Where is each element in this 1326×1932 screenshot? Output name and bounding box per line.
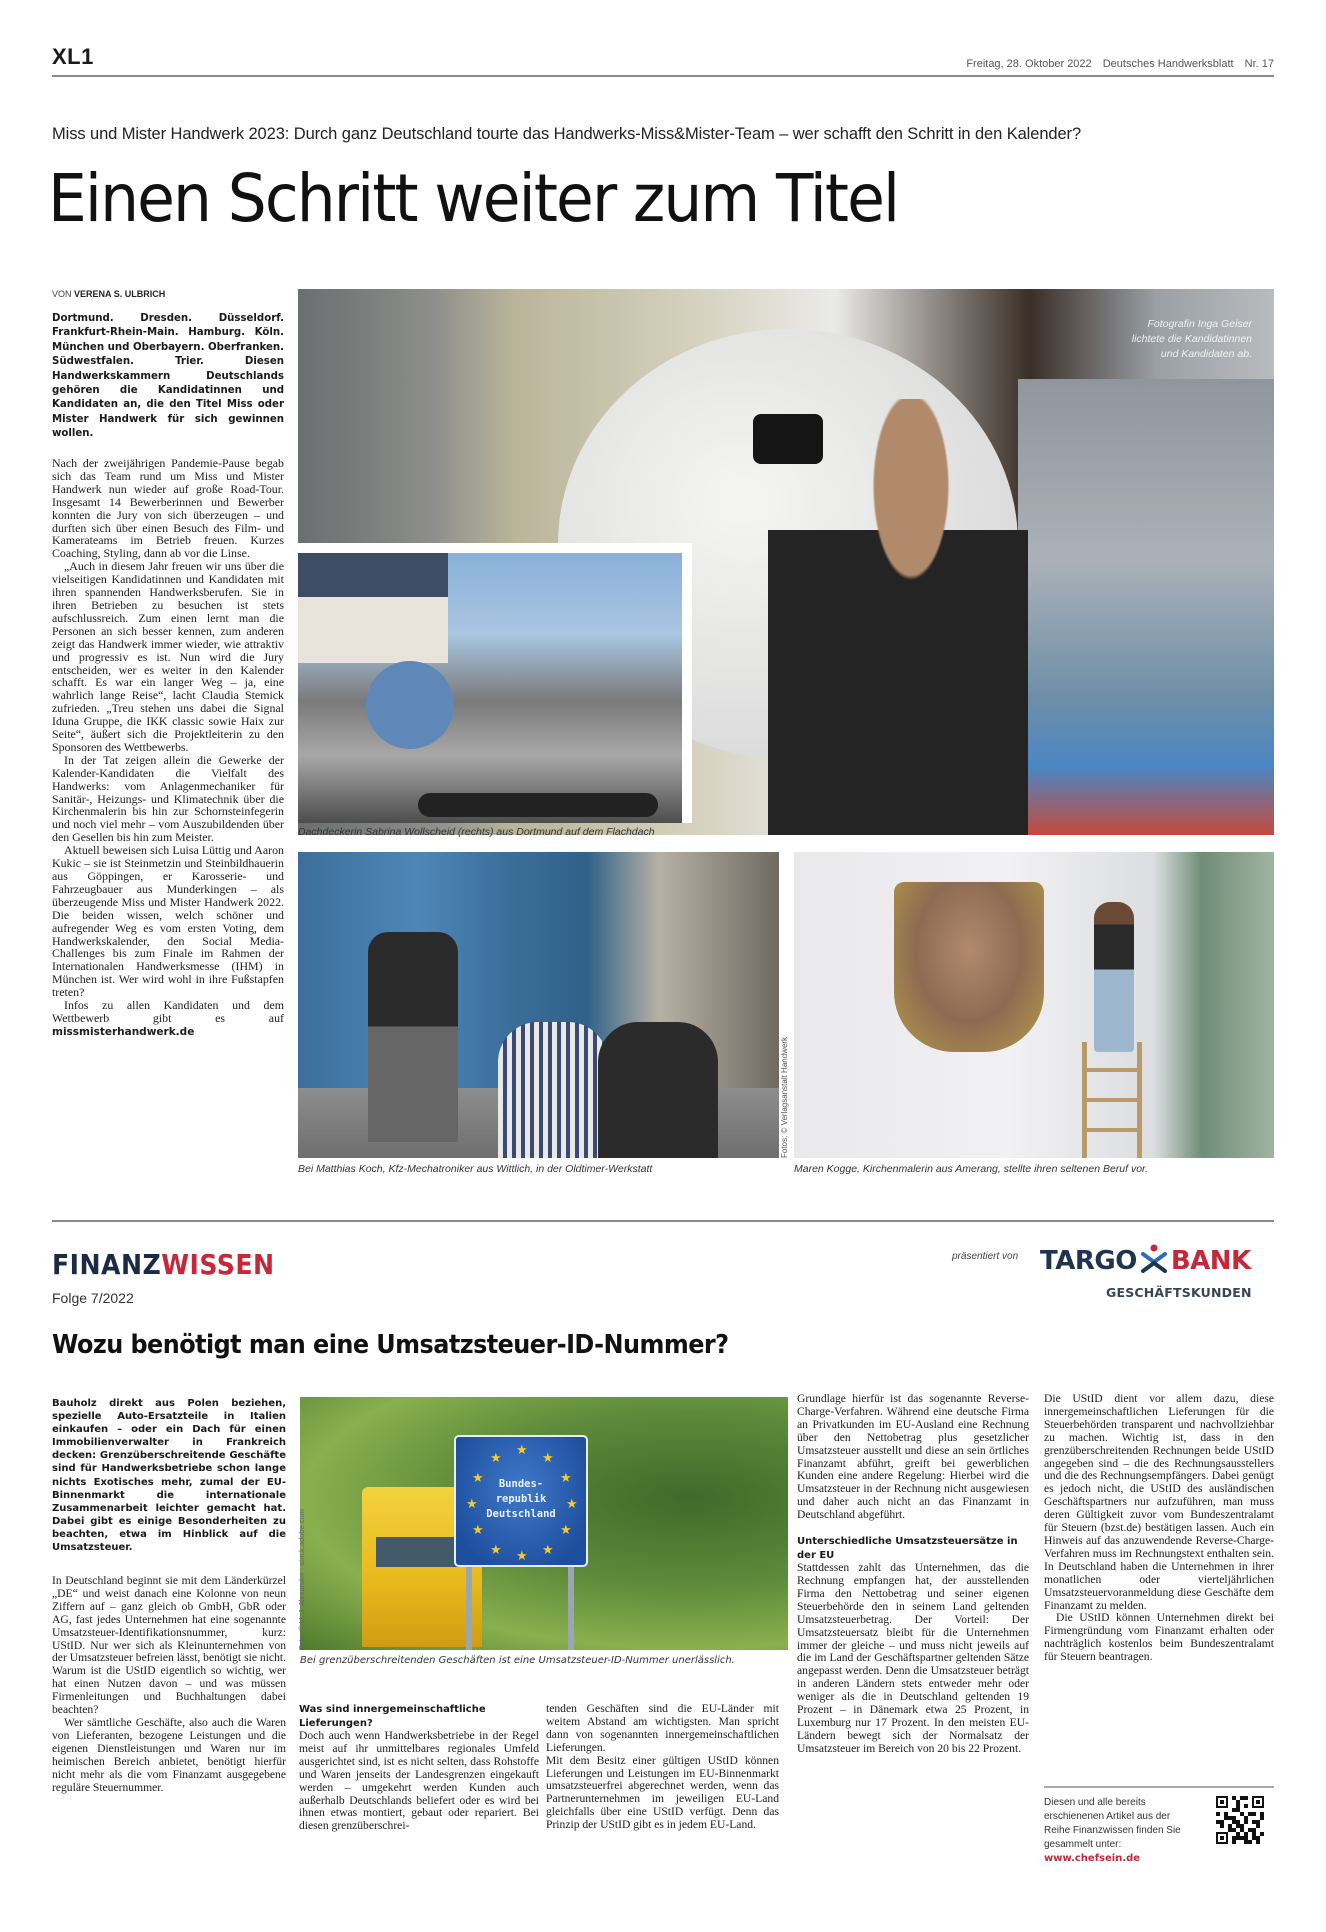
paragraph: Stattdessen zahlt das Unternehmen, das die Rechnung empfangen hat, der ausstellenden Firma den Nettobetrag und seiner eigenen Steuerbehörde den in seinem Land geltenden Umsatzsteuerbetrag. Der Vorteil: Der Umsatzsteuersatz bleibt für die Unternehmen immer der gleiche – und muss nicht jeweils auf die im Land der Geschäftspartner geltenden Sätze angepasst werden. Denn die Umsatzsteuer beträgt in anderen Ländern stets entweder mehr oder weniger als die in Deutschland geltenden 19 Prozent – in Dänemark etwa 25 Prozent, in Luxemburg nur 17 Prozent. In den meisten EU-Ländern bewegt sich der Normalsatz der Umsatzsteuer im Bereich von 20 bis 22 Prozent. (797, 1561, 1029, 1755)
article-headline: Einen Schritt weiter zum Titel (48, 160, 899, 237)
star-icon: ★ (560, 1470, 572, 1485)
roof-photo-caption: Dachdeckerin Sabrina Wollscheid (rechts) aus Dortmund auf dem Flachdach (298, 826, 655, 838)
star-icon: ★ (466, 1496, 478, 1511)
byline (52, 289, 165, 299)
article-closing: Infos zu allen Kandidaten und dem Wettbewerb gibt es auf missmisterhandwerk.de (52, 998, 284, 1038)
shelf-shape (1018, 379, 1274, 835)
finanzwissen-logo: FINANZWISSEN (52, 1248, 275, 1281)
finanzwissen-col4 (1044, 1393, 1274, 1664)
episode-label: Folge 7/2022 (52, 1290, 134, 1306)
article-lead: Dortmund. Dresden. Düsseldorf. Frankfurt-Rhein-Main. Hamburg. Köln. München und Oberbayern. Oberfranken. Südwestfalen. Trier. Diesen Handwerkskammern Deutschlands gehören die Kandidatinnen und Kandidaten an, die den Titel Miss oder Mister Handwerk für sich gewinnen wollen. (52, 313, 284, 440)
issue-date: Freitag, 28. Oktober 2022 (966, 58, 1092, 70)
targobank-subtitle: GESCHÄFTSKUNDEN (1106, 1285, 1252, 1300)
photo-oldtimer-workshop (298, 852, 779, 1158)
paragraph: Wer sämtliche Geschäfte, also auch die Waren von Lieferanten, bezogene Leistungen und die eigenen Dienstleistungen und Waren nur im heimischen Bereich anbietet, benötigt hierfür nicht mehr als die vom Finanzamt ausgegebene reguläre Steuernummer. (52, 1715, 286, 1794)
star-icon: ★ (516, 1442, 528, 1457)
main-photo-caption: Fotografin Inga Geiser lichtete die Kandidatinnen und Kandidaten ab. (1131, 318, 1252, 360)
finanzwissen-lead: Bauholz direkt aus Polen beziehen, spezielle Auto-Ersatzteile in Italien einkaufen – oder ein Dach für einen Immobilienverwalter in Frankreich decken: Grenzüberschreitende Geschäfte sind für Handwerksbetriebe schon lange nichts Exotisches mehr, zumal der EU-Binnenmarkt die internationale Zusammenarbeit leichter gemacht hat. Dabei gibt es einige Besonderheiten zu beachten, etwa im Hinblick auf die Umsatzsteuer. (52, 1398, 286, 1554)
info-box (1044, 1796, 1194, 1866)
photo-roofer (298, 543, 692, 823)
reflector-dish (352, 647, 469, 764)
header-meta (958, 58, 1274, 70)
subheading: Unterschiedliche Umsatzsteuersätze in der EU (797, 1536, 1018, 1561)
pulpit-shape (894, 882, 1044, 1052)
qr-code-icon[interactable] (1216, 1796, 1264, 1844)
sign-photo-caption: Bei grenzüberschreitenden Geschäften ist eine Umsatzsteuer-ID-Nummer unerlässlich. (300, 1655, 735, 1666)
eu-border-sign (454, 1435, 588, 1567)
article-paragraph: Aktuell beweisen sich Luisa Lüttig und Aaron Kukic – sie ist Steinmetzin und Steinbildhauerin aus Göppingen, er Karosserie- und Fahrzeugbauer aus Munderkingen – als überzeugende Miss und Mister Handwerk 2022. Die beiden wissen, welch schöner und aufregender Weg es vom ersten Voting, dem Handwerkskalender, den Social Media-Challenges bis zum Finale im Rahmen der Internationalen Handwerksmesse (IHM) in München ist. Wer wird wohl in ihre Fußstapfen treten? (52, 843, 284, 1000)
paragraph: Die UStID können Unternehmen direkt bei Firmengründung vom Finanzamt erhalten oder nachträglich kostenlos beim Bundeszentralamt für Steuern beantragen. (1044, 1611, 1274, 1664)
paragraph: tenden Geschäften sind die EU-Länder mit weitem Abstand am wichtigsten. Man spricht dann von sogenannten innergemeinschaftlichen Lieferungen. (546, 1702, 779, 1754)
star-icon: ★ (516, 1548, 528, 1563)
camera-icon (753, 414, 823, 464)
article-body (52, 457, 284, 1039)
article-paragraph: „Auch in diesem Jahr freuen wir uns über die vielseitigen Kandidatinnen und Kandidaten mit ihren spannenden Handwerksberufen. Sie in ihren Betrieben zu besuchen ist stets aufschlussreich. Zum einen lernt man die Personen an sich besser kennen, zum anderen zeigt das Handwerk immer wieder, wie attraktiv und progressiv es ist. Nun wird die Jury entscheiden, wer es weiter in den Kalender schafft. Es war ein langer Weg – ja, eine wahrlich lange Reise“, lacht Claudia Stemick zufrieden. „Treu stehen uns dabei die Signal Iduna Gruppe, die IKK classic sowie Haix zur Seite“, äußert sich die Projektleiterin zu den Sponsoren des Wettbewerbs. (52, 559, 284, 754)
paragraph: Grundlage hierfür ist das sogenannte Reverse-Charge-Verfahren. Während eine deutsche Firma an Privatkunden im EU-Ausland eine Rechnung über den Nettobetrag plus gesetzlicher Umsatzsteuer ausstellt und diese an sein örtliches Finanzamt abführt, greift bei gewerblichen Kunden eine andere Regelung: Hierbei wird die Umsatzsteuer in der Rechnung nicht ausgewiesen und daher auch nicht an das Finanzamt in Deutschland abgeführt. (797, 1392, 1029, 1522)
chefsein-link[interactable]: www.chefsein.de (1044, 1853, 1141, 1864)
article-paragraph: In der Tat zeigen allein die Gewerke der Kalender-Kandidaten die Vielfalt des Handwerks: vom Anlagenmechaniker für Sanitär-, Heizungs- und Klimatechnik über die Kirchenmalerin bis hin zur Schornsteinfegerin und noch viel mehr – vom Auszubildenden über den Gesellen bis hin zum Meister. (52, 752, 284, 845)
byline-prefix: VON (52, 289, 72, 299)
photo-border-sign (300, 1397, 788, 1650)
finanzwissen-col3 (797, 1393, 1029, 1756)
section-divider (52, 1220, 1274, 1222)
mechanic-figure (368, 932, 458, 1142)
issue-number: Nr. 17 (1244, 58, 1274, 70)
targobank-x-icon (1139, 1243, 1169, 1271)
paragraph: Mit dem Besitz einer gültigen UStID können Lieferungen und Leistungen im EU-Binnenmarkt umsatzsteuerfrei abgerechnet werden, wenn das Partnerunternehmen im jeweiligen EU-Land gleichfalls über eine UStID verfügt. Denn das Prinzip der UStID gibt es in jedem EU-Land. (546, 1753, 779, 1832)
star-icon: ★ (472, 1470, 484, 1485)
info-box-text: Diesen und alle bereits erschienenen Artikel aus der Reihe Finanzwissen finden Sie gesammelt unter: (1044, 1797, 1181, 1850)
page-label: XL1 (52, 44, 94, 69)
star-icon: ★ (490, 1450, 502, 1465)
finanzwissen-title: Wozu benötigt man eine Umsatzsteuer-ID-Nummer? (52, 1330, 729, 1360)
finanzwissen-col1 (52, 1575, 286, 1794)
painter-figure (1094, 902, 1134, 1052)
star-icon: ★ (542, 1450, 554, 1465)
finanzwissen-col2b (546, 1703, 779, 1832)
car-photo-caption: Bei Matthias Koch, Kfz-Mechatroniker aus Wittlich, in der Oldtimer-Werkstatt (298, 1163, 653, 1175)
paragraph: In Deutschland beginnt sie mit dem Länderkürzel „DE“ und weist danach eine Kolonne von neun Ziffern auf – ganz gleich ob GmbH, GbR oder AG, fast jedes Unternehmen hat eine sogenannte Umsatzsteuer-Identifikationsnummer, kurz: UStID. Nur wer sich als Kleinunternehmen von der Umsatzsteuer befreien lässt, benötigt sie nicht. Warum ist die UStID eigentlich so wichtig, wer hat einen Nutzen davon – und was müssen Firmenleitungen und Buchhaltungen dabei beachten? (52, 1574, 286, 1717)
sign-photo-credit: Foto: © U. J. Alexander - stock.adobe.com (297, 1508, 306, 1650)
star-icon: ★ (542, 1542, 554, 1557)
house-shape (298, 553, 448, 663)
star-icon: ★ (490, 1542, 502, 1557)
finanzwissen-col2a (299, 1703, 539, 1833)
photo-church-painter (794, 852, 1274, 1158)
presented-by-label: präsentiert von (952, 1251, 1019, 1262)
subheading: Was sind innergemeinschaftliche Lieferungen? (299, 1704, 486, 1729)
crew-figure (498, 1022, 608, 1158)
church-photo-caption: Maren Kogge, Kirchenmalerin aus Amerang, stellte ihren seltenen Beruf vor. (794, 1163, 1149, 1175)
article-kicker: Miss und Mister Handwerk 2023: Durch ganz Deutschland tourte das Handwerks-Miss&Mister-Team – wer schafft den Schritt in den Kalender? (52, 125, 1082, 143)
star-icon: ★ (560, 1522, 572, 1537)
roofing-roll (418, 793, 658, 817)
sign-text: Bundes- republik Deutschland (486, 1478, 556, 1520)
publication-name: Deutsches Handwerksblatt (1102, 58, 1234, 70)
byline-author: VERENA S. ULBRICH (74, 289, 166, 299)
website-link[interactable]: missmisterhandwerk.de (52, 1025, 195, 1038)
ladder-shape (1082, 1042, 1142, 1158)
article-paragraph: Nach der zweijährigen Pandemie-Pause begab sich das Team rund um Miss und Mister Handwerk nun wieder auf große Road-Tour. Insgesamt 14 Bewerberinnen und Bewerber konnten die Jury von sich überzeugen – und durften sich über einen Besuch des Film- und Kamerateams im Betrieb freuen. Kurzes Coaching, Styling, dann ab vor die Linse. (52, 456, 284, 561)
targobank-logo: TARGO BANK (1040, 1243, 1251, 1276)
header-rule (52, 75, 1274, 77)
star-icon: ★ (472, 1522, 484, 1537)
photographer-figure (598, 1022, 718, 1158)
info-box-rule (1044, 1786, 1274, 1788)
paragraph: Doch auch wenn Handwerksbetriebe in der Regel meist auf ihr unmittelbares regionales Umfeld ausgerichtet sind, ist es nicht selten, dass Rohstoffe und Waren jenseits der Landesgrenzen eingekauft werden – umgekehrt werden Kunden auch außerhalb Deutschlands beliefert oder es wird bei ihnen etwas montiert, gebaut oder repariert. Bei diesen grenzüberschrei- (299, 1729, 539, 1833)
photo-credit: Fotos: © Verlagsanstalt Handwerk (780, 1036, 789, 1158)
photographer-figure (768, 399, 1028, 835)
star-icon: ★ (566, 1496, 578, 1511)
paragraph: Die UStID dient vor allem dazu, diese innergemeinschaftlichen Lieferungen für die Steuerbehörden transparent und nachvollziehbar zu machen. Wichtig ist, dass in den grenzüberschreitenden Rechnungen beide UStID angegeben sind – die des Rechnungsausstellers und die des Rechnungsempfängers. Dabei genügt es jedoch nicht, die UStID des ausländischen Geschäftspartners nur aufzuführen, man muss deren Gültigkeit zuvor vom Bundeszentralamt für Steuern (bzst.de) bestätigen lassen. Auch ein Hinweis auf das anzuwendende Reverse-Charge-Verfahren muss im Rechnungstext enthalten sein. In Deutschland haben die Unternehmen in ihrer monatlichen oder vierteljährlichen Umsatzsteuervoranmeldung diese Geschäfte dem Finanzamt zu melden. (1044, 1392, 1274, 1612)
